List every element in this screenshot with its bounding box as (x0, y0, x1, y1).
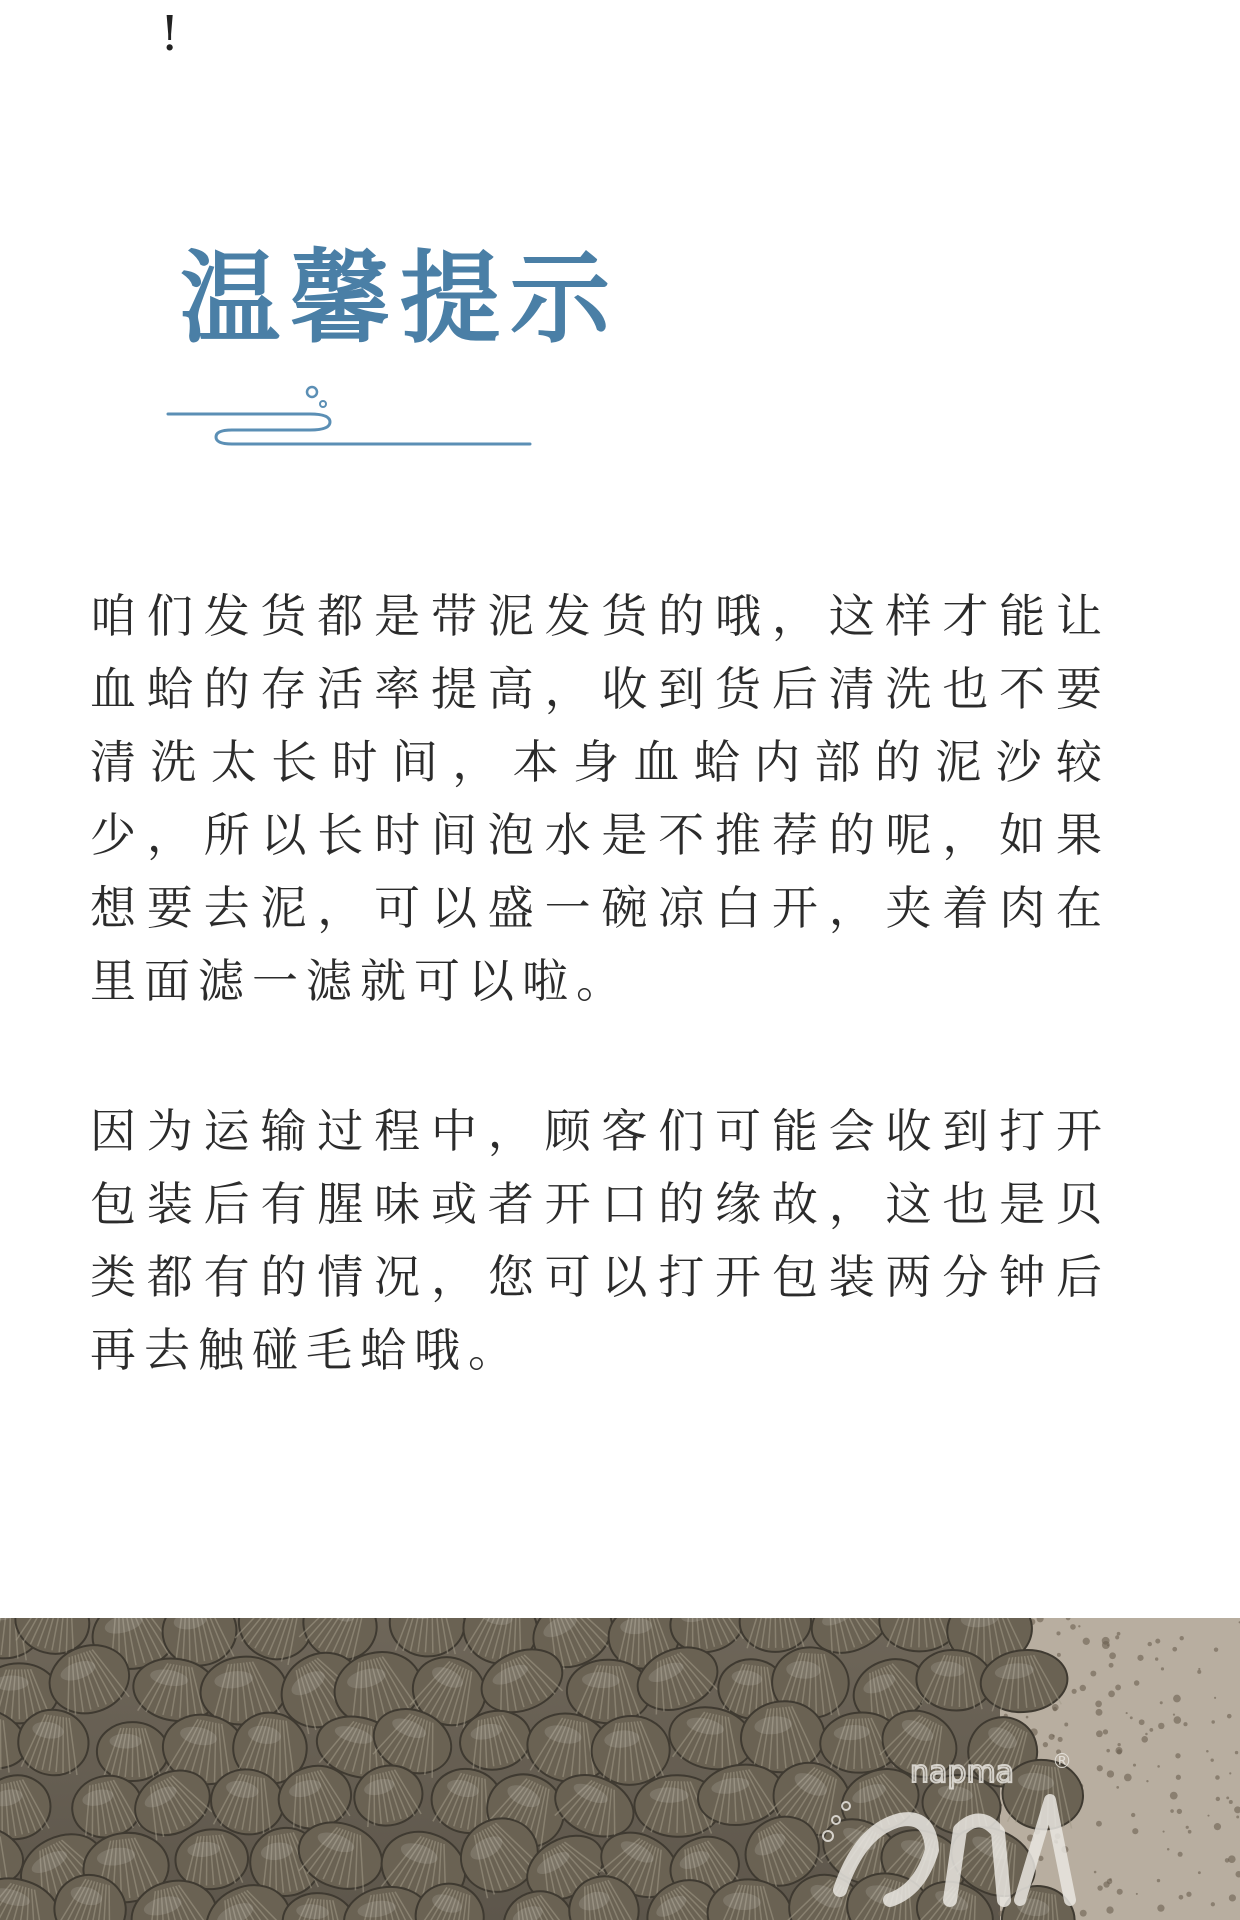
clam-shell (0, 1769, 57, 1846)
brand-logo-watermark (820, 1740, 1080, 1920)
wave-decoration-icon (160, 380, 540, 460)
registered-mark: ® (1052, 1749, 1072, 1773)
clam-shell (388, 1618, 467, 1659)
tip-paragraph-transport-smell: 因为运输过程中，顾客们可能会收到打开包装后有腥味或者开口的缘故，这也是贝类都有的情况，您可以打开包装两分钟后再去触碰毛蛤哦。 (90, 1104, 1110, 1377)
page-title: 温馨提示 (180, 239, 620, 357)
tip-paragraph-mud-cleaning: 咱们发货都是带泥发货的哦，这样才能让血蛤的存活率提高，收到货后清洗也不要清洗太长时间，本身血蛤内部的泥沙较少，所以长时间泡水是不推荐的呢，如果想要去泥，可以盛一碗凉白开，夹着肉在里面滤一滤就可以啦。 (90, 589, 1110, 1008)
clam-shell (97, 1722, 169, 1782)
logo-small-text: napma (910, 1755, 1015, 1790)
clam-shell (739, 1618, 811, 1652)
logo-text: anka (890, 1915, 893, 1916)
exclamation-mark: ! (160, 6, 180, 62)
